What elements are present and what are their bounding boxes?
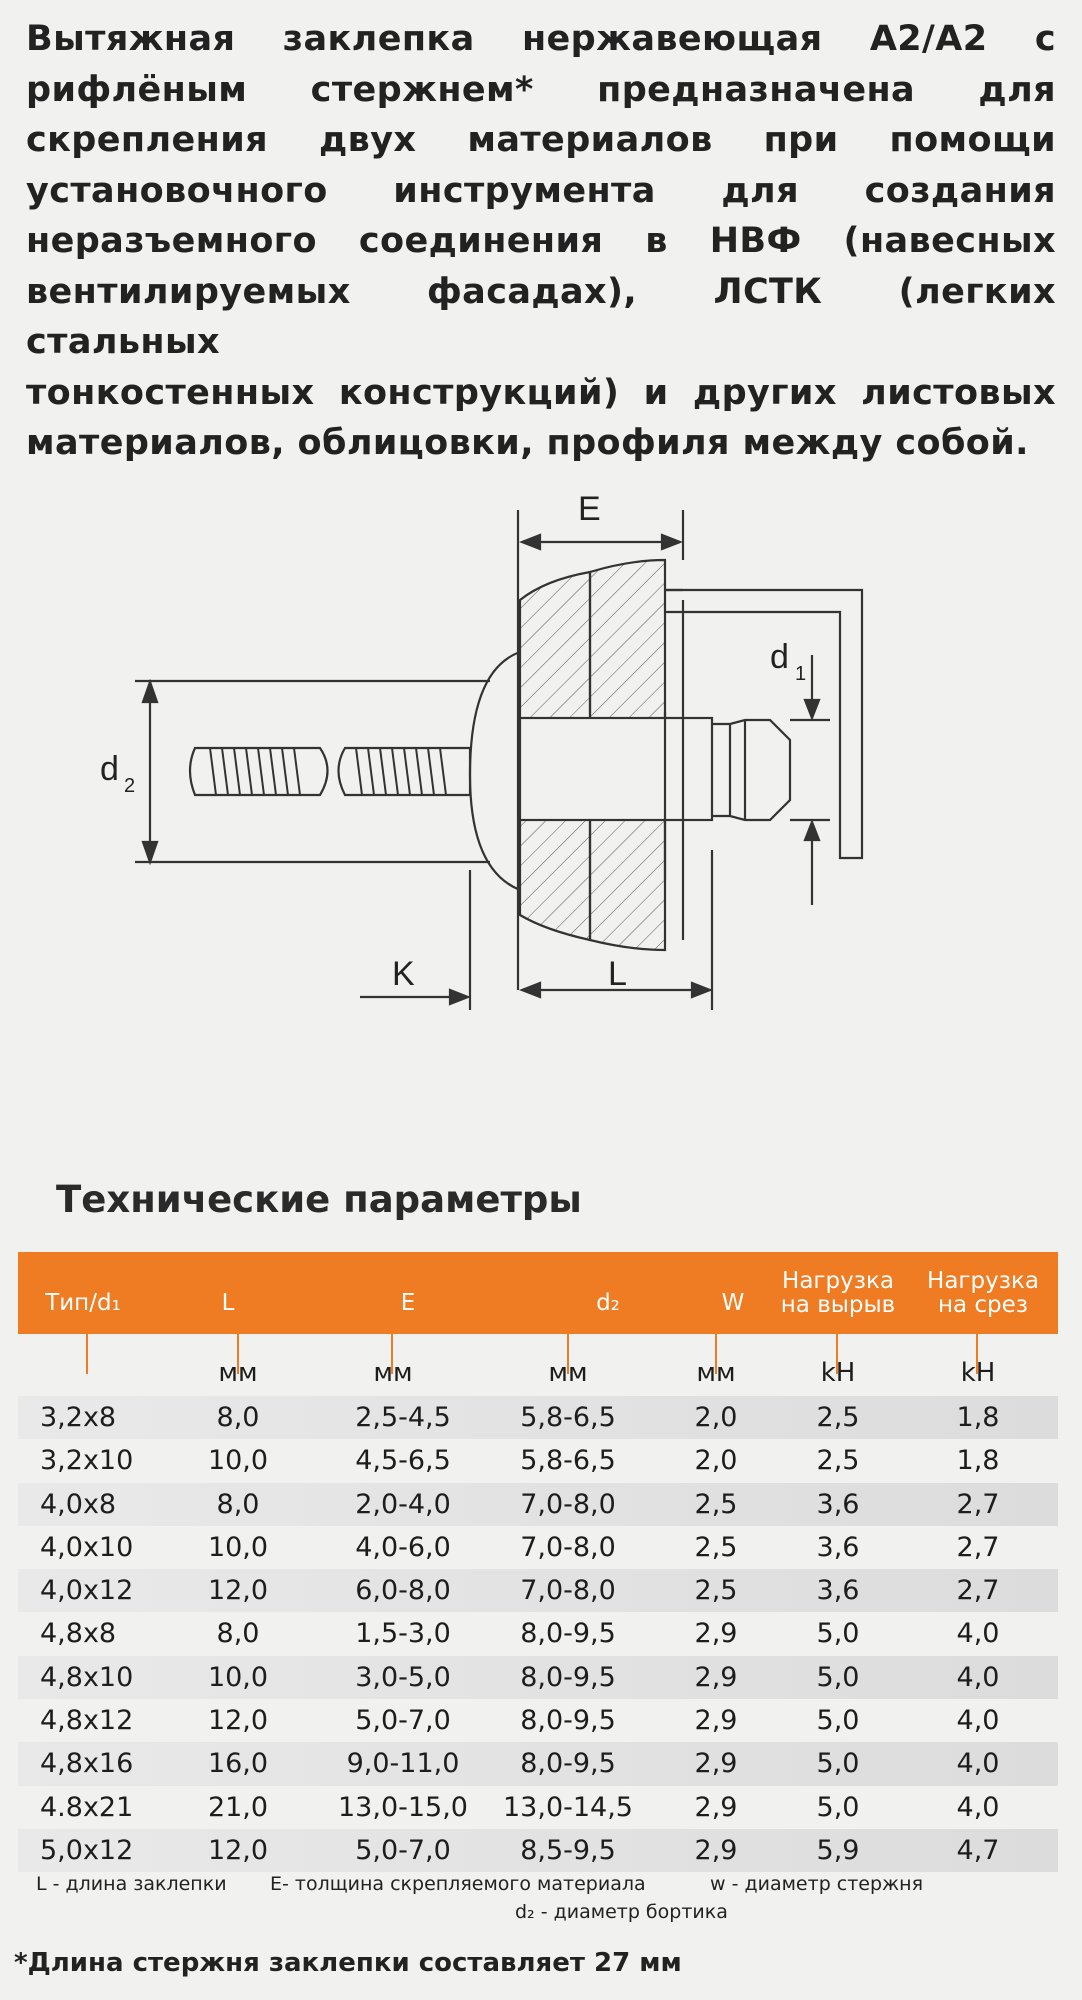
table-cell: 5,0x12	[40, 1834, 134, 1866]
table-cell: 5,0	[816, 1661, 860, 1693]
section-title: Технические параметры	[56, 1178, 582, 1221]
unit-cell: kH	[960, 1358, 996, 1388]
table-cell: 2,5	[816, 1445, 860, 1477]
table-cell: 7,0-8,0	[520, 1531, 616, 1563]
table-cell: 1,8	[956, 1445, 1000, 1477]
table-cell: 3,6	[816, 1575, 860, 1607]
table-cell: 5,0-7,0	[355, 1705, 451, 1737]
table-cell: 1,8	[956, 1402, 1000, 1433]
table-cell: 2,5	[694, 1575, 738, 1607]
table-cell: 2,0	[694, 1445, 738, 1477]
table-row	[18, 1656, 1058, 1699]
table-cell: 5,0	[816, 1748, 860, 1780]
table-cell: 5,8-6,5	[520, 1402, 616, 1433]
table-row	[18, 1742, 1058, 1785]
table-cell: 4,0x8	[40, 1488, 117, 1520]
intro-line: вентилируемых фасадах), ЛСТК (легких стальных	[26, 271, 1056, 362]
table-row	[18, 1612, 1058, 1655]
table-cell: 1,5-3,0	[355, 1618, 451, 1650]
table-cell: 4,0	[956, 1618, 1000, 1650]
table-cell: 4,0	[956, 1791, 1000, 1823]
table-cell: 7,0-8,0	[520, 1575, 616, 1607]
table-cell: 4,0-6,0	[355, 1531, 451, 1563]
table-cell: 10,0	[207, 1531, 269, 1563]
table-cell: 3,6	[816, 1488, 860, 1520]
table-cell: 6,0-8,0	[355, 1575, 451, 1607]
table-cell: 16,0	[207, 1748, 269, 1780]
table-row	[18, 1569, 1058, 1612]
table-cell: 3,6	[816, 1531, 860, 1563]
unit-cell: мм	[218, 1358, 258, 1388]
table-cell: 13,0-15,0	[338, 1791, 468, 1823]
table-row	[18, 1526, 1058, 1569]
table-cell: 21,0	[207, 1791, 269, 1823]
table-cell: 2,5	[694, 1488, 738, 1520]
table-cell: 5,0	[816, 1705, 860, 1737]
table-cell: 12,0	[207, 1705, 269, 1737]
table-cell: 4,0x10	[40, 1531, 134, 1563]
table-cell: 8,0	[216, 1488, 260, 1520]
table-cell: 2,9	[694, 1705, 738, 1737]
header-shear-load: Нагрузка на срез	[927, 1268, 1039, 1318]
header-d2: d₂	[596, 1290, 620, 1316]
table-cell: 4,8x16	[40, 1748, 134, 1780]
unit-cell: мм	[373, 1358, 413, 1388]
table-cell: 4,0x12	[40, 1575, 134, 1607]
header-l: L	[221, 1290, 235, 1316]
header-w: W	[721, 1290, 745, 1316]
label-d2: d	[100, 750, 119, 788]
table-cell: 4,8x10	[40, 1661, 134, 1693]
parameters-table	[18, 1252, 1058, 1872]
intro-line: материалов, облицовки, профиля между собой.	[26, 423, 1029, 463]
intro-text	[26, 14, 1056, 469]
intro-line: Вытяжная заклепка нержавеющая А2/А2 с	[26, 19, 1056, 59]
table-cell: 10,0	[207, 1661, 269, 1693]
table-cell: 3,2x8	[40, 1402, 117, 1433]
table-cell: 3,0-5,0	[355, 1661, 451, 1693]
label-l: L	[608, 955, 627, 993]
table-row	[18, 1829, 1058, 1872]
unit-cell: мм	[696, 1358, 736, 1388]
legend-w: w - диаметр стержня	[710, 1873, 924, 1895]
table-cell: 5,8-6,5	[520, 1445, 616, 1477]
table-cell: 4.8x21	[40, 1791, 134, 1823]
label-d1: d	[770, 638, 789, 676]
table-row	[18, 1396, 1058, 1439]
unit-cell: kH	[820, 1358, 856, 1388]
table-cell: 2,7	[956, 1575, 1000, 1607]
table-cell: 5,0	[816, 1618, 860, 1650]
table-cell: 8,0-9,5	[520, 1705, 616, 1737]
table-cell: 5,0-7,0	[355, 1834, 451, 1866]
table-cell: 2,9	[694, 1791, 738, 1823]
table-cell: 3,2x10	[40, 1445, 134, 1477]
footnote: *Длина стержня заклепки составляет 27 мм	[14, 1948, 682, 1978]
table-row	[18, 1699, 1058, 1742]
table-cell: 4,0	[956, 1748, 1000, 1780]
table-cell: 4,0	[956, 1661, 1000, 1693]
unit-cell: мм	[548, 1358, 588, 1388]
header-type: Тип/d₁	[45, 1290, 121, 1316]
table-cell: 8,0-9,5	[520, 1748, 616, 1780]
table-cell: 4,5-6,5	[355, 1445, 451, 1477]
table-cell: 7,0-8,0	[520, 1488, 616, 1520]
intro-line: рифлёным стержнем* предназначена для	[26, 69, 1056, 110]
table-cell: 2,7	[956, 1488, 1000, 1520]
table-cell: 12,0	[207, 1575, 269, 1607]
table-cell: 10,0	[207, 1445, 269, 1477]
table-row	[18, 1483, 1058, 1526]
table-cell: 4,7	[956, 1834, 1000, 1866]
legend-e: E- толщина скрепляемого материала	[270, 1873, 646, 1895]
table-header	[18, 1252, 1058, 1334]
table-cell: 8,0	[216, 1402, 260, 1433]
table-cell: 2,9	[694, 1618, 738, 1650]
table-cell: 2,0	[694, 1402, 738, 1433]
table-cell: 4,8x12	[40, 1705, 134, 1737]
table-cell: 5,0	[816, 1791, 860, 1823]
table-cell: 8,5-9,5	[520, 1834, 616, 1866]
table-cell: 2,9	[694, 1661, 738, 1693]
table-cell: 8,0-9,5	[520, 1618, 616, 1650]
table-cell: 2,5-4,5	[355, 1402, 451, 1433]
table-cell: 2,7	[956, 1531, 1000, 1563]
table-cell: 9,0-11,0	[346, 1748, 460, 1780]
table-cell: 2,9	[694, 1748, 738, 1780]
table-cell: 12,0	[207, 1834, 269, 1866]
table-cell: 2,0-4,0	[355, 1488, 451, 1520]
table-cell: 4,0	[956, 1705, 1000, 1737]
table-cell: 8,0-9,5	[520, 1661, 616, 1693]
header-e: E	[400, 1290, 416, 1316]
label-e: E	[578, 490, 601, 528]
header-pull-load: Нагрузка на вырыв	[780, 1268, 896, 1318]
table-cell: 2,5	[694, 1531, 738, 1563]
table-cell: 13,0-14,5	[503, 1791, 633, 1823]
label-k: K	[392, 955, 415, 993]
table-row	[18, 1439, 1058, 1482]
units-row	[18, 1334, 1058, 1396]
rivet-diagram	[0, 480, 1082, 1040]
legend-l: L - длина заклепки	[36, 1873, 227, 1895]
intro-line: скрепления двух материалов при помощи	[26, 120, 1056, 160]
label-d1-sub: 1	[795, 663, 807, 685]
intro-line: тонкостенных конструкций) и других листовых	[26, 372, 1056, 413]
table-cell: 2,5	[816, 1402, 860, 1433]
legend-d2: d₂ - диаметр бортика	[515, 1901, 728, 1923]
table-body	[18, 1396, 1058, 1872]
intro-line: неразъемного соединения в НВФ (навесных	[26, 221, 1056, 261]
table-cell: 4,8x8	[40, 1618, 117, 1650]
table-row	[18, 1786, 1058, 1829]
table-cell: 2,9	[694, 1834, 738, 1866]
table-cell: 8,0	[216, 1618, 260, 1650]
intro-line: установочного инструмента для создания	[26, 170, 1056, 211]
label-d2-sub: 2	[124, 775, 136, 797]
table-cell: 5,9	[816, 1834, 860, 1866]
